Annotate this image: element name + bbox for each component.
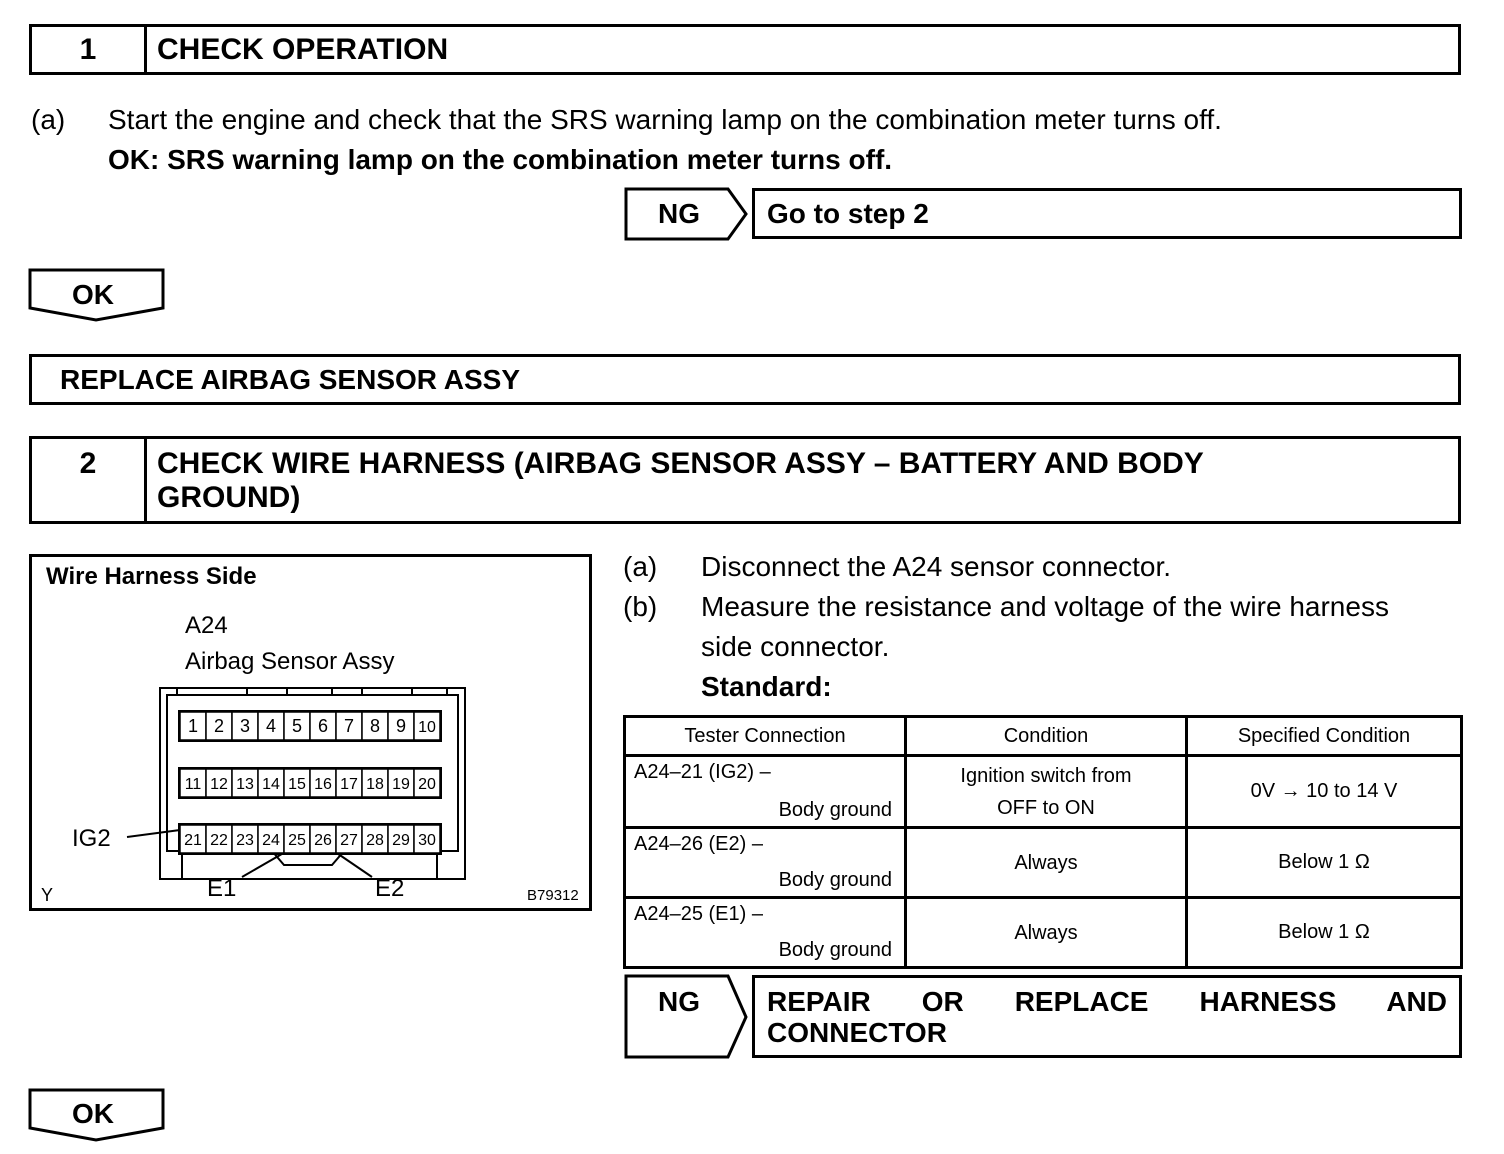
table-cell-spec: Below 1 Ω (1187, 898, 1462, 968)
connection-terminal: A24–25 (E1) – (634, 903, 763, 925)
step2-item-b-label: (b) (623, 591, 658, 622)
condition-line1: Ignition switch from (960, 764, 1132, 787)
ok-label-step2: OK (72, 1098, 114, 1129)
connection-ground: Body ground (778, 869, 892, 891)
step2-item-b-line2: side connector. (701, 631, 890, 662)
label-e1: E1 (207, 875, 237, 902)
ng-action-step2-line2: CONNECTOR (767, 1017, 947, 1048)
pin-number: 7 (343, 716, 355, 736)
table-header-row (625, 717, 1462, 756)
ng-action-box-step2[interactable] (752, 975, 1462, 1058)
standard-table (623, 715, 1463, 969)
step2-header (29, 436, 1461, 524)
ng-action-box-step1[interactable] (752, 188, 1462, 239)
pin-number: 23 (236, 832, 254, 849)
pin-number: 21 (184, 832, 202, 849)
step2-item-a-label: (a) (623, 551, 658, 582)
connection-ground: Body ground (778, 799, 892, 821)
pin-number: 6 (317, 716, 329, 736)
step1-ok-criteria: OK: SRS warning lamp on the combination meter turns off. (108, 144, 893, 175)
pin-number: 19 (392, 776, 410, 793)
table-cell-condition: Always (906, 828, 1187, 898)
step1-title: CHECK OPERATION (157, 33, 449, 66)
table-cell-connection (625, 828, 906, 898)
step1-number: 1 (32, 27, 147, 72)
pin-number: 22 (210, 832, 228, 849)
diagram-title: Wire Harness Side (46, 563, 257, 590)
pin-number: 28 (366, 832, 384, 849)
ng-action-step1: Go to step 2 (767, 198, 929, 229)
step2-item-a-text: Disconnect the A24 sensor connector. (701, 551, 1172, 582)
step2-title-line2: GROUND) (157, 481, 301, 514)
table-cell-connection (625, 898, 906, 968)
pin-number: 24 (262, 832, 280, 849)
table-row (625, 828, 1462, 898)
pin-number: 30 (418, 832, 436, 849)
connection-terminal: A24–21 (IG2) – (634, 761, 771, 783)
pin-grid (32, 557, 592, 907)
standard-label: Standard: (701, 671, 832, 702)
step1-item-a-text: Start the engine and check that the SRS warning lamp on the combination meter turns off. (108, 104, 1222, 135)
step1-header (29, 24, 1461, 75)
connector-id: A24 (185, 612, 228, 639)
condition-line2: OFF to ON (997, 796, 1095, 819)
pin-number: 10 (418, 719, 436, 736)
step2-number: 2 (32, 439, 147, 521)
table-header: Condition (906, 717, 1187, 756)
table-header: Tester Connection (625, 717, 906, 756)
ng-label-step2: NG (658, 986, 700, 1017)
pin-number: 29 (392, 832, 410, 849)
pin-number: 8 (369, 716, 381, 736)
pin-number: 9 (395, 716, 407, 736)
table-cell-connection (625, 756, 906, 828)
ok-action-box-step1[interactable] (29, 354, 1461, 405)
step2-item-b-line1: Measure the resistance and voltage of the wire harness (701, 591, 1389, 622)
connection-terminal: A24–26 (E2) – (634, 833, 763, 855)
ok-label-step1: OK (72, 279, 114, 310)
pin-number: 13 (236, 776, 254, 793)
figure-code: B79312 (527, 887, 579, 904)
pin-number: 14 (262, 776, 280, 793)
ng-action-step2-line1: REPAIR OR REPLACE HARNESS AND (767, 986, 1447, 1017)
pin-number: 18 (366, 776, 384, 793)
pin-number: 27 (340, 832, 358, 849)
pin-number: 1 (187, 716, 199, 736)
ng-label-step1: NG (658, 198, 700, 229)
table-cell-spec: Below 1 Ω (1187, 828, 1462, 898)
pin-number: 5 (291, 716, 303, 736)
corner-mark: Y (41, 885, 54, 905)
pin-number: 26 (314, 832, 332, 849)
connector-name: Airbag Sensor Assy (185, 648, 395, 675)
pin-number: 16 (314, 776, 332, 793)
pin-number: 11 (184, 776, 202, 793)
label-ig2: IG2 (72, 825, 111, 852)
table-row (625, 898, 1462, 968)
pin-number: 15 (288, 776, 306, 793)
table-cell-condition (906, 756, 1187, 828)
connector-diagram (29, 554, 592, 911)
table-cell-condition: Always (906, 898, 1187, 968)
pin-number: 4 (265, 716, 277, 736)
ok-action-step1: REPLACE AIRBAG SENSOR ASSY (60, 364, 520, 395)
table-header: Specified Condition (1187, 717, 1462, 756)
pin-number: 12 (210, 776, 228, 793)
step1-item-a-label: (a) (31, 104, 66, 135)
table-row (625, 756, 1462, 828)
pin-number: 25 (288, 832, 306, 849)
pin-number: 17 (340, 776, 358, 793)
label-e2: E2 (375, 875, 405, 902)
pin-number: 2 (213, 716, 225, 736)
pin-number: 20 (418, 776, 436, 793)
table-cell-spec: 0V → 10 to 14 V (1187, 756, 1462, 828)
pin-number: 3 (239, 716, 251, 736)
connection-ground: Body ground (778, 939, 892, 961)
step2-title-line1: CHECK WIRE HARNESS (AIRBAG SENSOR ASSY – BATTERY AND BODY (157, 447, 1204, 480)
